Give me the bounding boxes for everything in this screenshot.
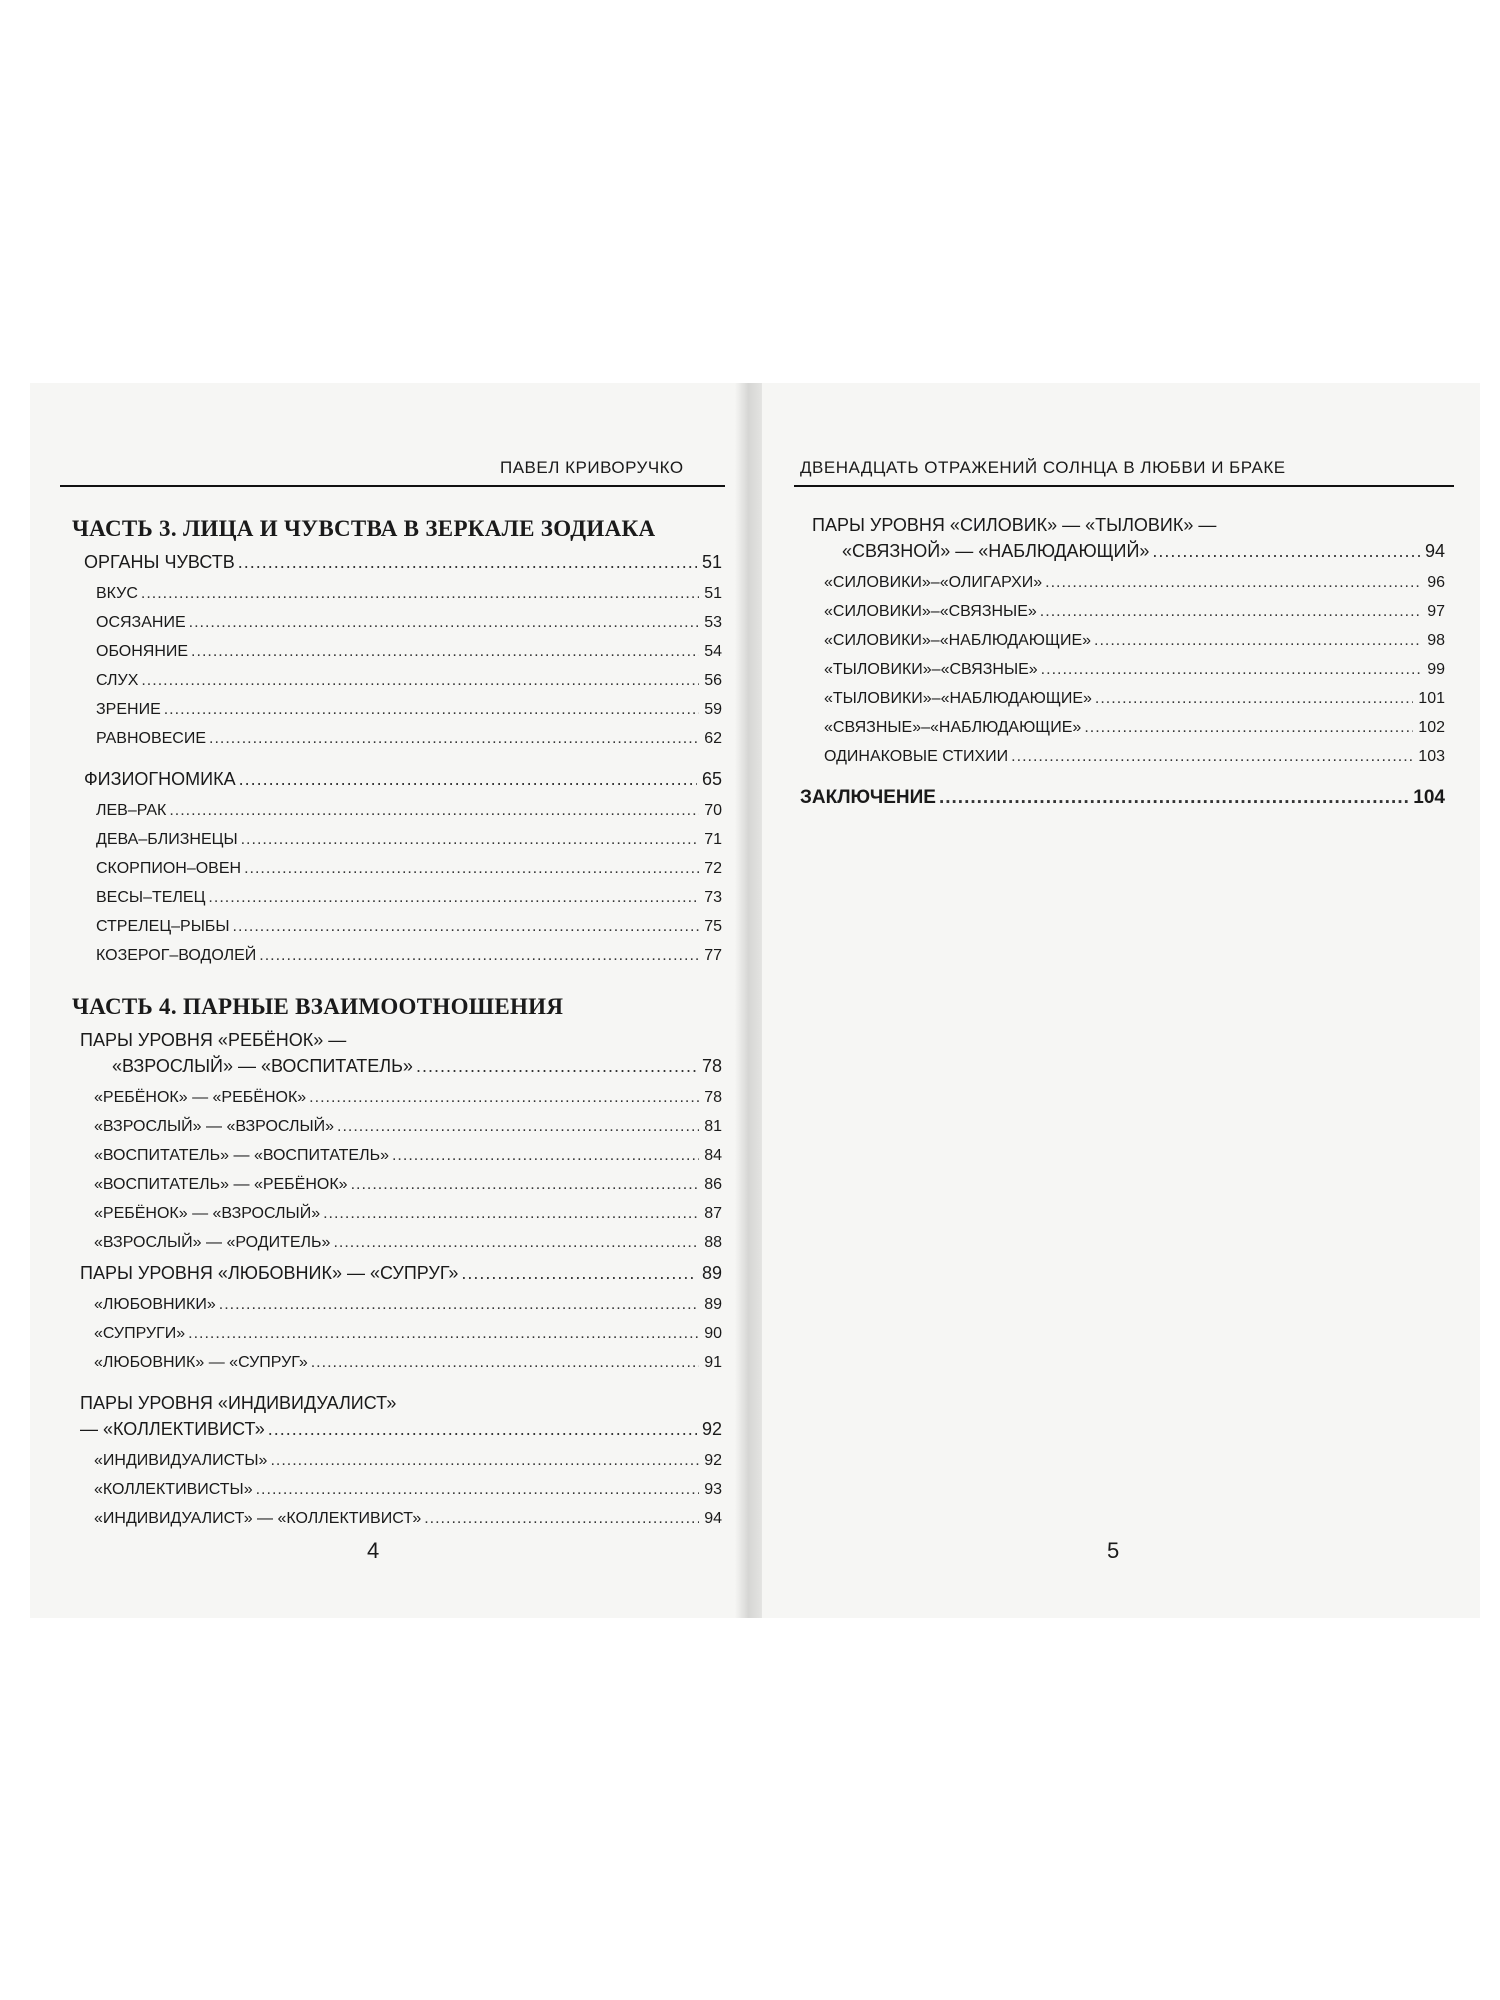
toc-subentry: «ЛЮБОВНИК» — «СУПРУГ» ..... 91 [94,1354,722,1383]
page-number-right: 5 [1107,1538,1120,1563]
toc-subentry: КОЗЕРОГ–ВОДОЛЕЙ ..... 77 [96,947,722,976]
right-page [762,383,1480,1618]
toc-subentry: «СУПРУГИ» ..... 90 [94,1325,722,1354]
toc-subentry: «СИЛОВИКИ»–«ОЛИГАРХИ» ..... 96 [824,574,1445,603]
toc-subentry: СЛУХ ..... 56 [96,672,722,701]
toc-subentry: «СИЛОВИКИ»–«НАБЛЮДАЮЩИЕ» ..... 98 [824,632,1445,661]
book-spread [0,383,1500,1618]
toc-subentry: ЛЕВ–РАК ..... 70 [96,802,722,831]
toc-subentry: «СИЛОВИКИ»–«СВЯЗНЫЕ» ..... 97 [824,603,1445,632]
toc-subentry: «ВЗРОСЛЫЙ» — «РОДИТЕЛЬ» ..... 88 [94,1234,722,1263]
toc-subentry: «СВЯЗНЫЕ»–«НАБЛЮДАЮЩИЕ» ..... 102 [824,719,1445,748]
toc-subentry: ВЕСЫ–ТЕЛЕЦ ..... 73 [96,889,722,918]
toc-subentry: ЗРЕНИЕ ..... 59 [96,701,722,730]
book-gutter [735,383,762,1618]
left-page [30,383,735,1618]
toc-subentry: ВКУС ..... 51 [96,585,722,614]
toc-entry-power-level: ПАРЫ УРОВНЯ «СИЛОВИК» — «ТЫЛОВИК» — «СВЯЗНОЙ» — «НАБЛЮДАЮЩИЙ» ..... 94 [812,515,1445,574]
toc-entry-lover-level: ПАРЫ УРОВНЯ «ЛЮБОВНИК» — «СУПРУГ» ..... 89 [80,1263,722,1296]
toc-entry-individualist-level: ПАРЫ УРОВНЯ «ИНДИВИДУАЛИСТ» — «КОЛЛЕКТИВИСТ» ..... 92 [80,1393,722,1452]
toc-subentry: «ТЫЛОВИКИ»–«НАБЛЮДАЮЩИЕ» ..... 101 [824,690,1445,719]
toc-subentry: «ВОСПИТАТЕЛЬ» — «РЕБЁНОК» ..... 86 [94,1176,722,1205]
toc-entry-same-elements: ОДИНАКОВЫЕ СТИХИИ ..... 103 [824,748,1445,777]
toc-subentry: «ТЫЛОВИКИ»–«СВЯЗНЫЕ» ..... 99 [824,661,1445,690]
toc-subentry: ОБОНЯНИЕ ..... 54 [96,643,722,672]
page-number-left: 4 [367,1538,380,1563]
toc-subentry: «РЕБЁНОК» — «ВЗРОСЛЫЙ» ..... 87 [94,1205,722,1234]
part-4-title: ЧАСТЬ 4. ПАРНЫЕ ВЗАИМООТНОШЕНИЯ [72,994,564,1019]
toc-left [72,508,722,1539]
toc-subentry: «ИНДИВИДУАЛИСТЫ» ..... 92 [94,1452,722,1481]
toc-entry-physiognomy: ФИЗИОГНОМИКА ..... 65 [84,769,722,802]
toc-subentry: СТРЕЛЕЦ–РЫБЫ ..... 75 [96,918,722,947]
toc-subentry: ДЕВА–БЛИЗНЕЦЫ ..... 71 [96,831,722,860]
header-rule [60,485,725,487]
part-3-title: ЧАСТЬ 3. ЛИЦА И ЧУВСТВА В ЗЕРКАЛЕ ЗОДИАКА [72,516,656,541]
toc-subentry: ОСЯЗАНИЕ ..... 53 [96,614,722,643]
toc-subentry: «КОЛЛЕКТИВИСТЫ» ..... 93 [94,1481,722,1510]
toc-subentry: «РЕБЁНОК» — «РЕБЁНОК» ..... 78 [94,1089,722,1118]
toc-subentry: РАВНОВЕСИЕ ..... 62 [96,730,722,759]
running-head-right: ДВЕНАДЦАТЬ ОТРАЖЕНИЙ СОЛНЦА В ЛЮБВИ И БРАКЕ [800,458,1286,477]
header-rule [794,485,1454,487]
toc-subentry: СКОРПИОН–ОВЕН ..... 72 [96,860,722,889]
toc-subentry: «ВЗРОСЛЫЙ» — «ВЗРОСЛЫЙ» ..... 81 [94,1118,722,1147]
toc-subentry: «ЛЮБОВНИКИ» ..... 89 [94,1296,722,1325]
toc-entry-conclusion: ЗАКЛЮЧЕНИЕ ..... 104 [800,787,1445,823]
toc-entry-child-level: ПАРЫ УРОВНЯ «РЕБЁНОК» — «ВЗРОСЛЫЙ» — «ВОСПИТАТЕЛЬ» ..... 78 [80,1030,722,1089]
toc-subentry: «ВОСПИТАТЕЛЬ» — «ВОСПИТАТЕЛЬ» ..... 84 [94,1147,722,1176]
toc-right [800,515,1445,823]
running-head-left: ПАВЕЛ КРИВОРУЧКО [500,458,684,477]
toc-entry-organs: ОРГАНЫ ЧУВСТВ ..... 51 [84,552,722,585]
toc-subentry: «ИНДИВИДУАЛИСТ» — «КОЛЛЕКТИВИСТ» ..... 94 [94,1510,722,1539]
